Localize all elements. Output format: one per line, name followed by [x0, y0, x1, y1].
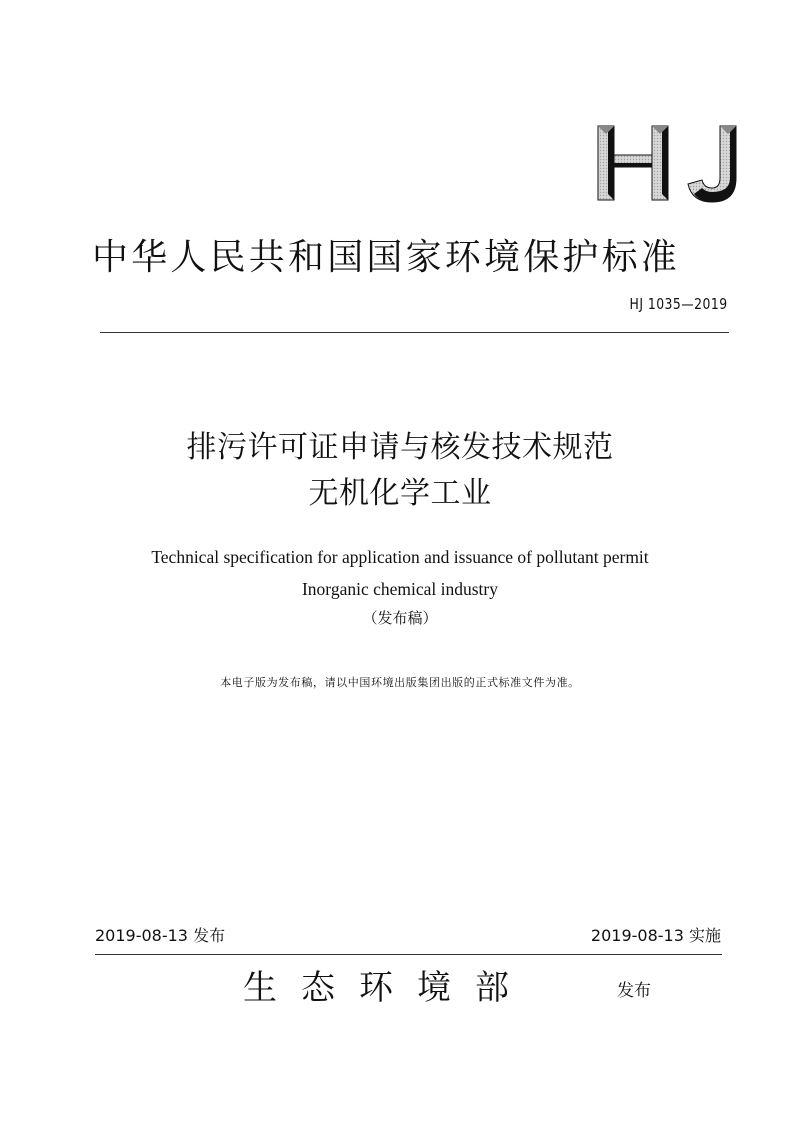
standard-code: HJ 1035—2019	[629, 295, 728, 313]
release-date: 2019-08-13 发布	[95, 926, 226, 945]
hj-logo	[596, 122, 738, 204]
title-cn-line1: 排污许可证申请与核发技术规范	[186, 430, 614, 465]
title-en-line1: Technical specification for application and issuance of pollutant permit	[151, 547, 649, 567]
title-cn-line2: 无机化学工业	[308, 476, 492, 511]
header-divider	[100, 332, 729, 333]
title-en-line2: Inorganic chemical industry	[301, 579, 498, 599]
issuing-action: 发布	[617, 981, 651, 1001]
hj-logo-icon	[596, 122, 738, 204]
draft-label: （发布稿）	[362, 609, 438, 627]
electronic-version-notice: 本电子版为发布稿，请以中国环境出版集团出版的正式标准文件为准。	[220, 676, 580, 689]
footer-divider	[95, 954, 722, 955]
issuing-authority: 生态环境部	[243, 968, 533, 1008]
effective-date: 2019-08-13 实施	[590, 926, 721, 945]
standard-category: 中华人民共和国国家环境保护标准	[92, 237, 681, 278]
